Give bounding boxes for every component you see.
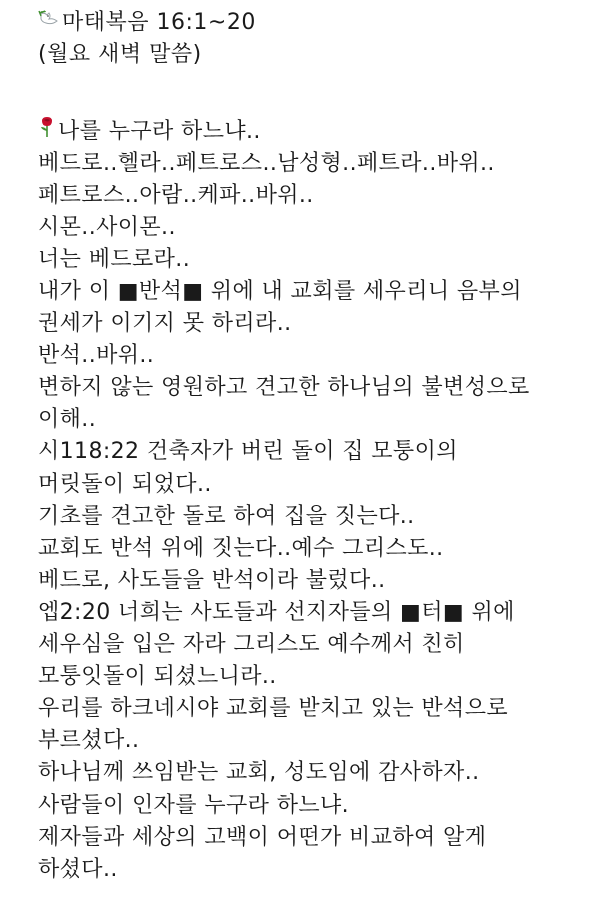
body-line-13: 기초를 견고한 돌로 하여 집을 짓는다.. xyxy=(38,503,415,529)
body-line-4: 시몬..사이몬.. xyxy=(38,214,176,240)
body-line-24: 하셨다.. xyxy=(38,856,118,882)
body-line-14: 교회도 반석 위에 짓는다..예수 그리스도.. xyxy=(38,535,444,561)
note-title: 마태복음 16:1~20 xyxy=(62,10,256,35)
body-line-12: 머릿돌이 되었다.. xyxy=(38,471,212,497)
body-line-11: 시118:22 건축자가 버린 돌이 집 모퉁이의 xyxy=(38,439,458,465)
body-line-17: 세우심을 입은 자라 그리스도 예수께서 친히 xyxy=(38,632,465,658)
rose-icon xyxy=(38,116,56,148)
body-line-16: 엡2:20 너희는 사도들과 선지자들의 ■터■ 위에 xyxy=(38,599,515,625)
body-line-6: 내가 이 ■반석■ 위에 내 교회를 세우리니 음부의 xyxy=(38,279,522,305)
body-line-8: 반석..바위.. xyxy=(38,343,155,369)
body-line-1 xyxy=(38,116,572,148)
body-line-23: 제자들과 세상의 고백이 어떤가 비교하여 알게 xyxy=(38,824,487,850)
body-line-22: 사람들이 인자를 누구라 하느냐. xyxy=(38,792,350,818)
dove-icon xyxy=(38,9,60,38)
body-line-7: 권세가 이기지 못 하리라.. xyxy=(38,311,292,337)
body-line-9: 변하지 않는 영원하고 견고한 하나님의 불변성으로 xyxy=(38,375,530,401)
body-line-3: 페트로스..아람..케파..바위.. xyxy=(38,182,314,208)
body-line-text: 나를 누구라 하느냐.. xyxy=(58,118,261,144)
body-line-10: 이해.. xyxy=(38,407,97,433)
blank-spacer xyxy=(38,69,572,116)
body-line-5: 너는 베드로라.. xyxy=(38,246,191,272)
body-line-15: 베드로, 사도들을 반석이라 불렀다.. xyxy=(38,567,386,593)
body-line-18: 모퉁잇돌이 되셨느니라.. xyxy=(38,664,277,690)
note-title-line xyxy=(38,8,572,38)
body-line-20: 부르셨다.. xyxy=(38,728,140,754)
note-subtitle: (월요 새벽 말씀) xyxy=(38,41,202,67)
body-line-2: 베드로..헬라..페트로스..남성형..페트라..바위.. xyxy=(38,150,495,176)
body-line-19: 우리를 하크네시야 교회를 받치고 있는 반석으로 xyxy=(38,696,509,722)
body-line-21: 하나님께 쓰임받는 교회, 성도임에 감사하자.. xyxy=(38,760,480,786)
